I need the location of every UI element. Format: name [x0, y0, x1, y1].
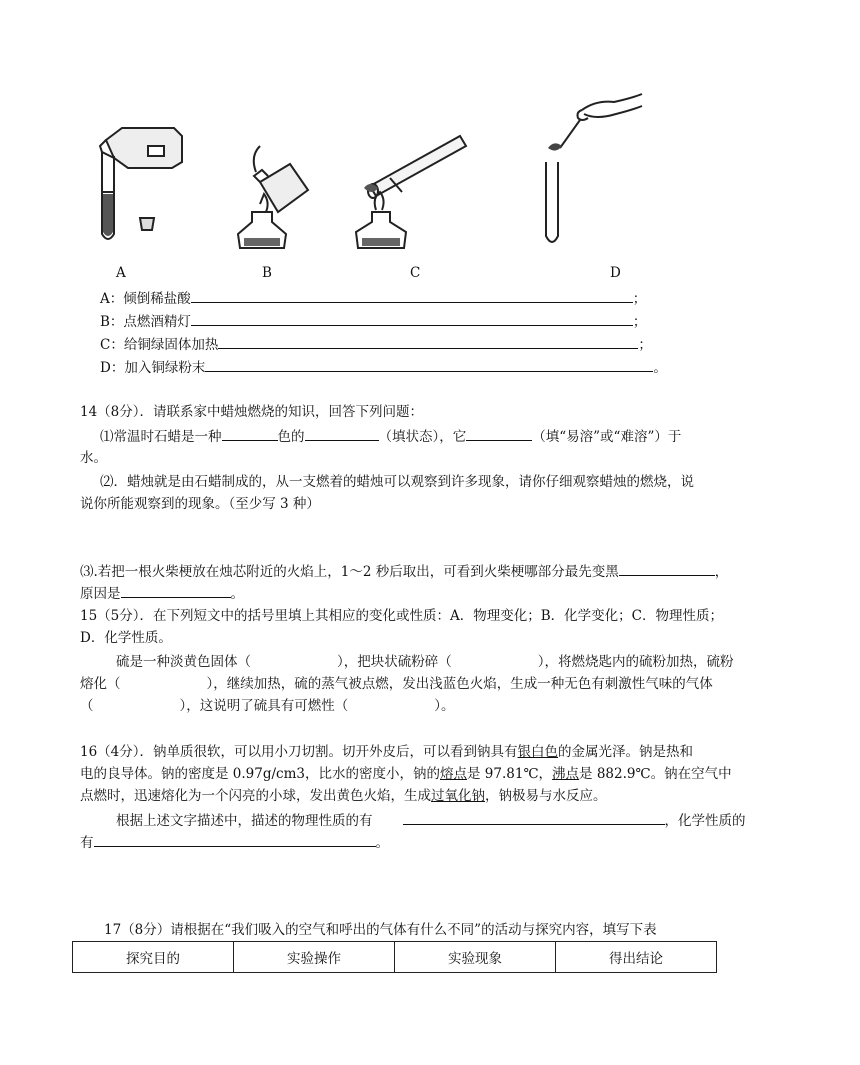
q13-line-b: B：点燃酒精灯 ；: [100, 311, 646, 332]
q17-table: [72, 941, 717, 973]
figure-d-add-powder-icon: [536, 92, 646, 248]
q16-line4: 根据上述文字描述中，描述的物理性质的有 ，化学性质的: [116, 810, 746, 831]
figure-a-pour-liquid-icon: [92, 122, 192, 252]
figure-label-d: D: [610, 265, 621, 281]
q14-color-blank[interactable]: [222, 426, 278, 441]
q13-line-c: C：给铜绿固体加热 ；: [100, 334, 652, 355]
q14-part2-line1: ⑵．蜡烛就是由石蜡制成的，从一支燃着的蜡烛可以观察到许多现象，请你仔细观察蜡烛的燃烧，说: [100, 474, 694, 490]
table-header-conclusion: 得出结论: [556, 942, 717, 973]
q14-solubility-blank[interactable]: [466, 426, 532, 441]
figure-label-c: C: [410, 265, 421, 281]
q13-answer-blank-a[interactable]: [191, 288, 633, 303]
q16-physical-blank[interactable]: [403, 810, 665, 825]
q13-answer-blank-d[interactable]: [205, 357, 653, 372]
q14-title: 14（8分）．请联系家中蜡烛燃烧的知识，回答下列问题：: [80, 404, 424, 420]
q15-title-line2: D．化学性质。: [80, 630, 172, 646]
q16-line3: 点燃时，迅速熔化为一个闪亮的小球，发出黄色火焰，生成过氧化钠，钠极易与水反应。: [80, 788, 607, 804]
q15-sentence-line3: （ ），这说明了硫具有可燃性（ ）。: [80, 698, 455, 714]
figure-c-heat-tube-icon: [350, 130, 490, 254]
q14-part3-line2: 原因是 。: [80, 583, 244, 604]
figure-label-a: A: [116, 265, 126, 281]
q13-line-d: D：加入铜绿粉末 。: [100, 357, 667, 378]
table-header-purpose: 探究目的: [73, 942, 234, 973]
q15-sentence-line2: 熔化（ ），继续加热，硫的蒸气被点燃，发出浅蓝色火焰，生成一种无色有刺激性气味的气体: [80, 676, 713, 692]
table-header-phenomenon: 实验现象: [395, 942, 556, 973]
q13-answer-blank-c[interactable]: [218, 334, 638, 349]
q13-line-a: A：倾倒稀盐酸 ；: [100, 288, 646, 309]
figure-b-light-lamp-icon: [220, 142, 320, 254]
table-header-operation: 实验操作: [234, 942, 395, 973]
q16-chemical-blank[interactable]: [94, 832, 376, 847]
q14-reason-blank[interactable]: [121, 583, 231, 598]
q16-line5: 有 。: [80, 832, 389, 853]
q16-line2: 电的良导体。钠的密度是 0.97g/cm3，比水的密度小，钠的熔点是 97.81℃，沸点是 882.9℃。钠在空气中: [80, 766, 732, 782]
table-row: [73, 942, 717, 973]
q17-title: 17（8分）请根据在“我们吸入的空气和呼出的气体有什么不同”的活动与探究内容，填写下表: [104, 922, 657, 938]
q15-sentence-line1: 硫是一种淡黄色固体（ ），把块状硫粉碎（ ），将燃烧匙内的硫粉加热，硫粉: [116, 654, 734, 670]
q14-part2-line2: 说你所能观察到的现象。（至少写 3 种）: [80, 496, 320, 512]
q14-state-blank[interactable]: [305, 426, 379, 441]
q14-part3-line1: ⑶.若把一根火柴梗放在烛芯附近的火焰上，1～2 秒后取出，可看到火柴梗哪部分最先变黑 ，: [80, 561, 728, 582]
q16-line1: 16（4分）．钠单质很软，可以用小刀切割。切开外皮后，可以看到钠具有银白色的金属光泽。钠是热和: [80, 744, 694, 760]
q14-part1: ⑴常温时石蜡是一种 色的 （填状态），它 （填“易溶”或“难溶”）于: [100, 426, 681, 447]
q15-title-line1: 15（5分）．在下列短文中的括号里填上其相应的变化或性质：A．物理变化；B．化学变化；C．物理性质；: [80, 608, 724, 624]
figure-label-b: B: [262, 265, 272, 281]
q14-part1-end: 水。: [80, 450, 107, 466]
q14-match-blank[interactable]: [619, 561, 715, 576]
q13-answer-blank-b[interactable]: [191, 311, 633, 326]
